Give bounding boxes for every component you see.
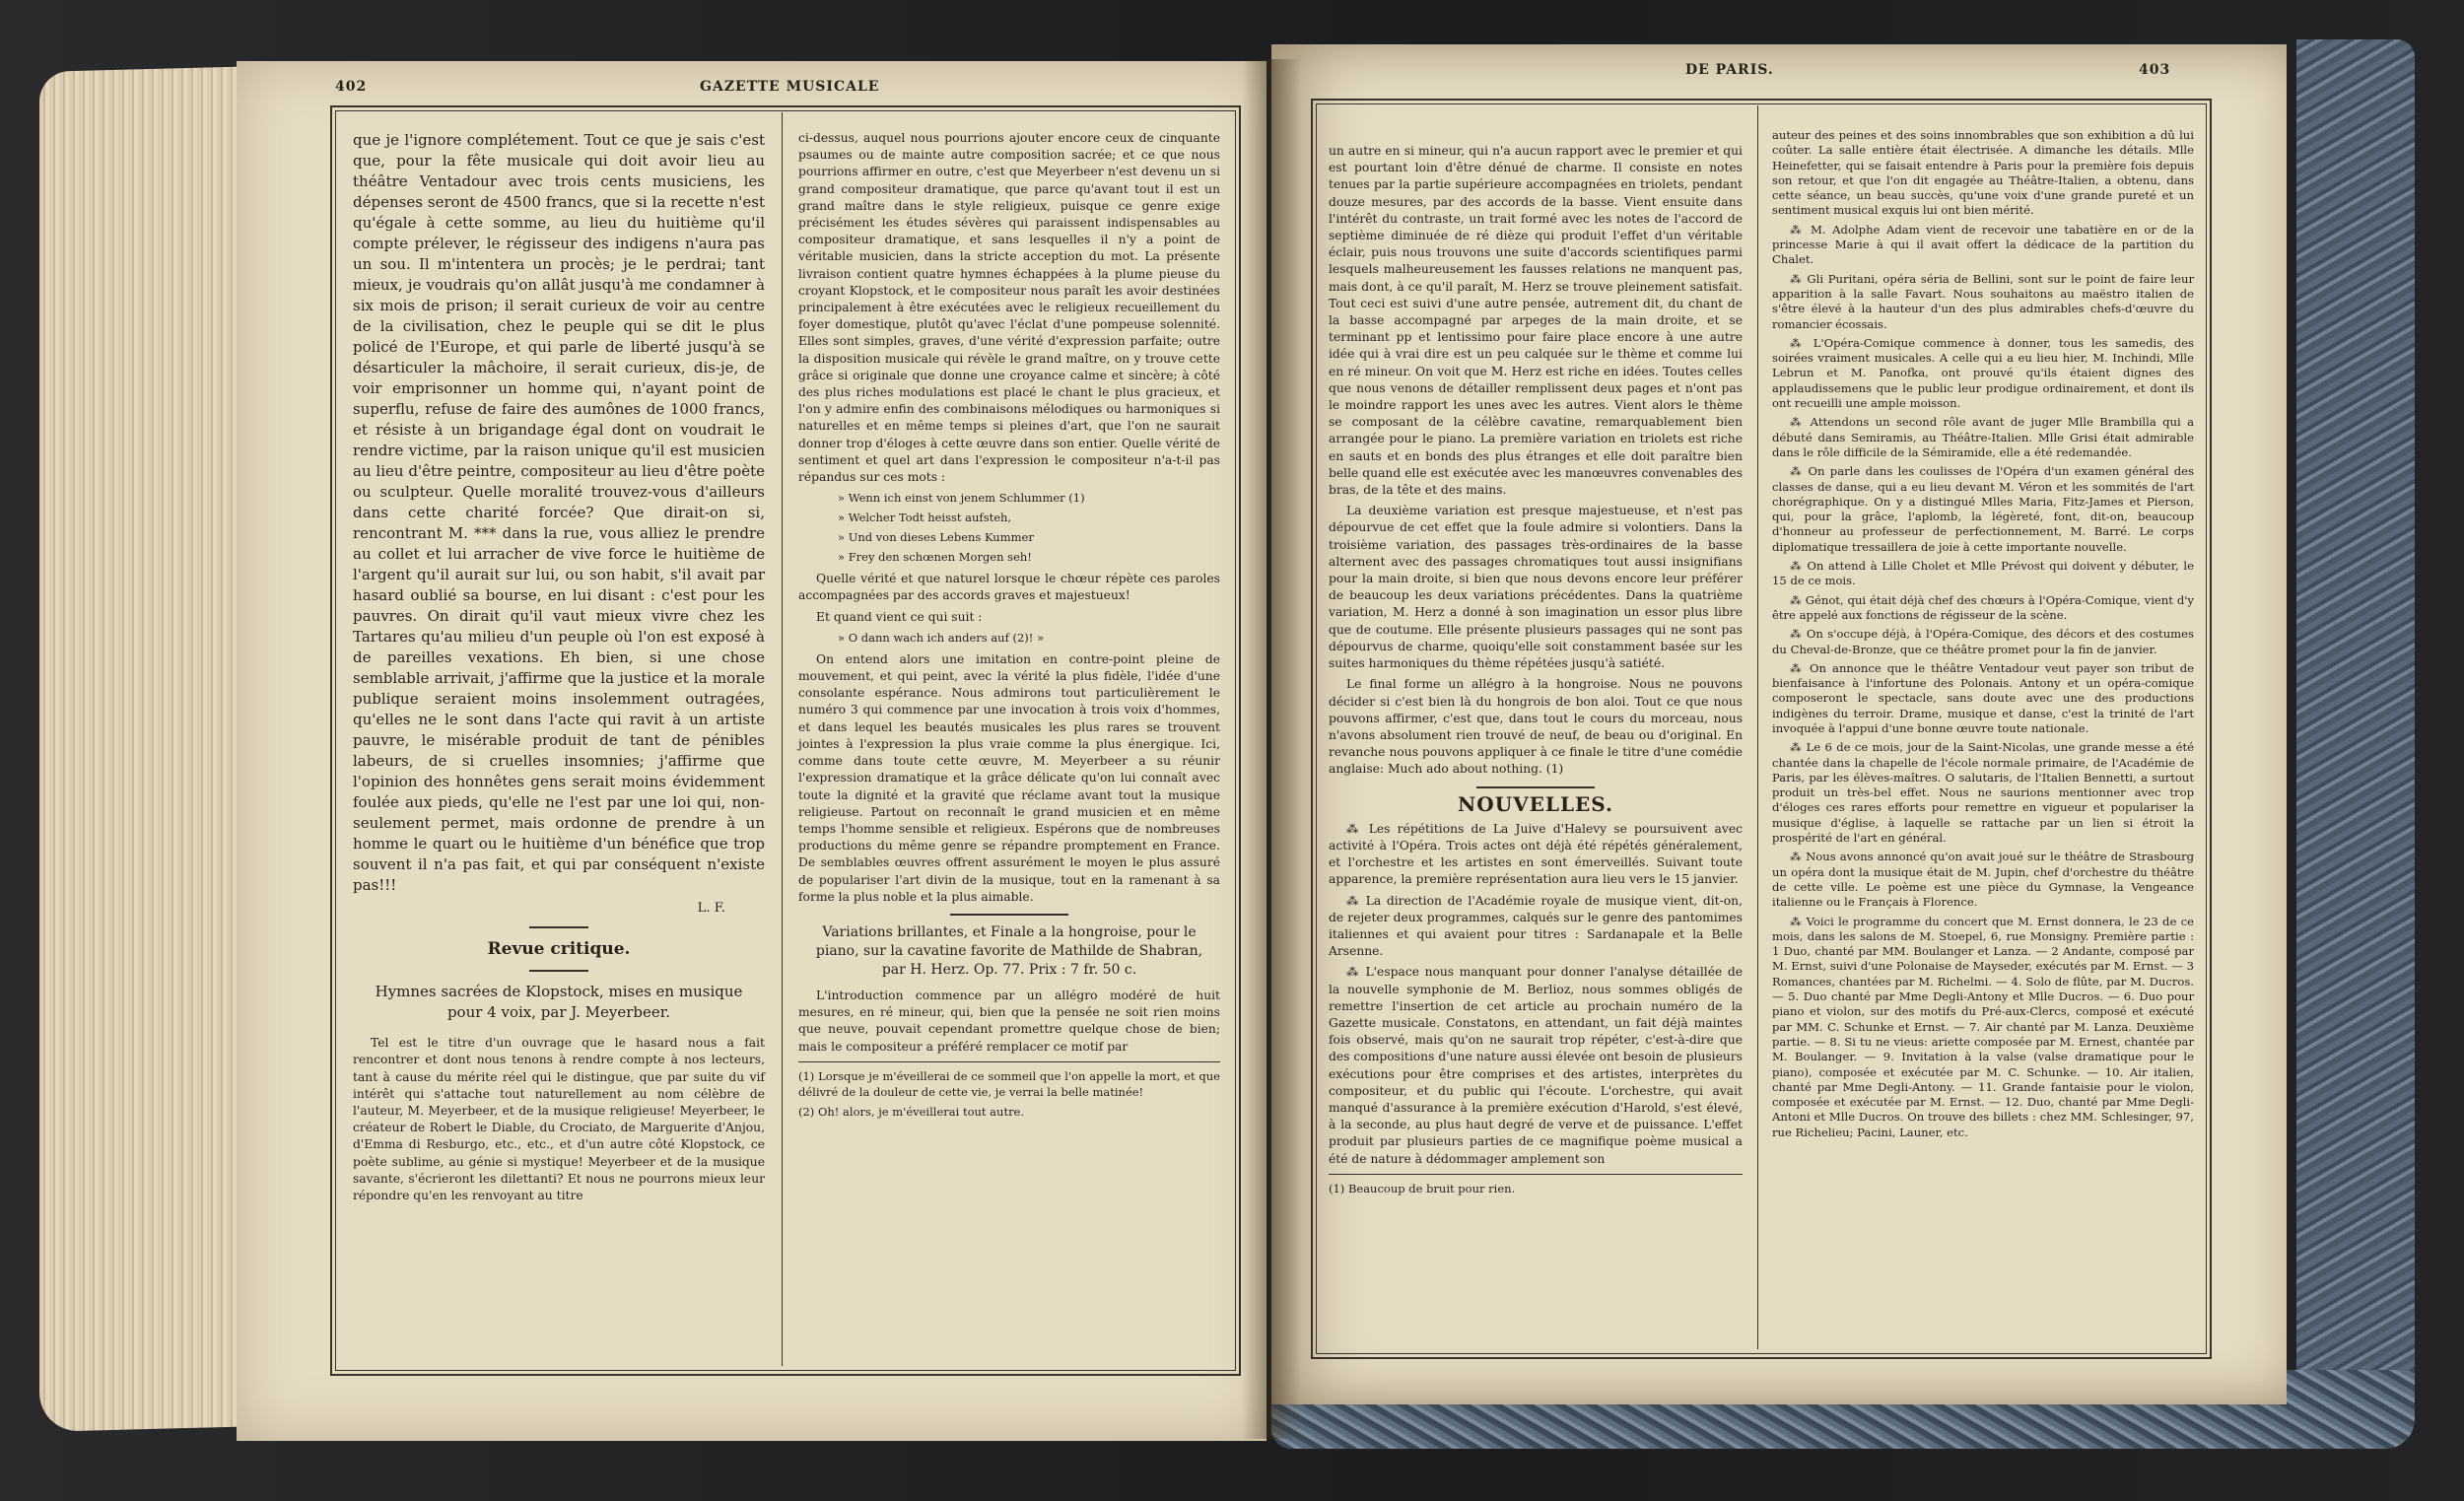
left-page (237, 61, 1266, 1441)
review-text-continued: un autre en si mineur, qui n'a aucun rapport avec le premier et qui est pourtant loin d'être dénué de charme. Il consiste en notes tenues par la partie supérieure accompagnées en triolets, pendant douze mesures, par des accords de la basse. Vient ensuite dans l'intérêt du contraste, un trait formé avec les notes de l'accord de septième diminuée de ré dièze qui produit l'effet d'un véritable éclair, puis nous trouvons une suite d'accords scientifiques parmi lesquels malheureusement les fausses relations ne manquent pas, mais dont, à ce qu'il paraît, M. Herz se trouve pleinement satisfait. Tout ceci est suivi d'une autre pensée, autrement dit, du chant de la basse accompagné par arpeges de la main droite, et se terminant pp et lentissimo pour faire place encore à une autre idée qui à vrai dire est un peu calquée sur le thème et comme lui en ré mineur. On voit que M. Herz est riche en idées. Toutes celles que nous venons de détailler remplissent deux pages et n'ont pas le moindre rapport les unes avec les autres. Vient alors le thème se composant de la célèbre cavatine, remarquablement bien arrangée pour le piano. La première variation en triolets est riche en sauts et en bonds des plus étranges et elle doit paraître bien belle quand elle est exécutée avec les manœuvres convenables des bras, de la tête et des mains. (1329, 144, 1743, 498)
book-gutter (1242, 59, 1301, 1439)
news-item: ⁂ On parle dans les coulisses de l'Opéra d'un examen général des classes de danse, qui a eu lieu devant M. Véron et les sommités de l'art chorégraphique. On y a distingué Mlles Maria, Fitz-James et Pierson, qui, pour la grâce, l'aplomb, la légèreté, font, dit-on, beaucoup d'honneur au professeur de perfectionnement, M. Barré. Le corps diplomatique tressaillera de joie à cette importante nouvelle. (1772, 464, 2194, 554)
left-page-edges (39, 66, 261, 1432)
news-item: ⁂ Voici le programme du concert que M. Ernst donnera, le 23 de ce mois, dans les salons de M. Stoepel, 6, rue Monsigny. Première partie : 1 Duo, chanté par MM. Boulanger et Lanza. — 2 Andante, composé par M. Ernst, suivi d'une Polonaise de Mayseder, exécutés par M. Ernst. — 3 Romances, chantées par M. Richelmi. — 4. Solo de flûte, par M. Ducros. — 5. Duo chanté par Mme Degli-Antony et Mlle Ducros. — 6. Duo pour piano et violon, sur des motifs du Pré-aux-Clercs, composé et exécuté par MM. C. Schunke et Ernst. — 7. Air chanté par M. Lanza. Deuxième partie. — 8. Si tu ne vieus: ariette composée par M. Ernest, chantée par M. Boulanger. — 9. Invitation à la valse (valse dramatique pour le piano), composée et exécutée par M. C. Schunke. — 10. Air italien, chanté par Mme Degli-Antony. — 11. Grande fantaisie pour le violon, composée et exécutée par M. Ernst. — 12. Duo, chanté par Mme Degli-Antoni et Mlle Ducros. On trouve des billets : chez MM. Schlesinger, 97, rue Richelieu; Pacini, Launer, etc. (1772, 914, 2194, 1139)
news-item: ⁂ On annonce que le théâtre Ventadour veut payer son tribut de bienfaisance à l'infortune des Polonais. Antony et un opéra-comique composeront le spectacle, sans doute avec une des productions indigènes du terroir. Drame, musique et danse, c'est la trinité de l'art invoquée à l'appui d'une bonne œuvre toute nationale. (1772, 660, 2194, 735)
column-separator (782, 112, 783, 1366)
footnote: (1) Beaucoup de bruit pour rien. (1329, 1181, 1516, 1195)
news-item: ⁂ Les répétitions de La Juive d'Halevy se poursuivent avec activité à l'Opéra. Trois actes ont déjà été répétés généralement, et l'orchestre et les artistes en sont émerveillés. Suivant toute apparence, la première représentation aura lieu vers le 15 janvier. (1329, 821, 1743, 887)
page-number: 403 (2139, 62, 2171, 78)
news-item: ⁂ La direction de l'Académie royale de musique vient, dit-on, de rejeter deux programmes, calqués sur le genre des pantomimes italiennes et qui avaient pour titres : Sardanapale et la Belle Arsenne. (1329, 893, 1743, 959)
review-title: Hymnes sacrées de Klopstock, mises en musique pour 4 voix, par J. Meyerbeer. (375, 983, 743, 1022)
divider (950, 914, 1068, 916)
review-text-continued: ci-dessus, auquel nous pourrions ajouter encore ceux de cinquante psaumes ou de mainte autre composition sacrée; et ce que nous pourrions affirmer en outre, c'est que Meyerbeer n'est devenu un si grand compositeur dramatique, que parce qu'avant tout il est un grand maître dans le style religieux, puisque ce genre exige précisément les études sévères qui paraissent indispensables au compositeur dramatique, et sans lesquelles il n'y a point de véritable musicien, dans la stricte acception du mot. La présente livraison contient quatre hymnes échappées à la plume pieuse du croyant Klopstock, et le compositeur nous paraît les avoir destinées principalement à être exécutées avec le religieux recueillement du foyer domestique, plutôt qu'avec l'éclat d'une pompeuse solennité. Elles sont simples, graves, d'une vérité d'expression parfaite; outre la disposition musicale qui révèle le grand maître, on y trouve cette grâce si originale que donne une croyance calme et sincère; à côté des plus riches modulations est placé le chant le plus gracieux, et l'on y admire enfin des combinaisons mélodiques ou harmoniques si naturelles et en même temps si pleines d'art, que l'on ne saurait donner trop d'éloges à cette œuvre dans son entier. Quelle vérité de sentiment et quel art dans l'expression le compositeur n'a-t-il pas répandus sur ces mots : (798, 131, 1220, 485)
divider (1476, 786, 1595, 788)
running-title: DE PARIS. (1685, 62, 1774, 78)
review-text: Tel est le titre d'un ouvrage que le hasard nous a fait rencontrer et dont nous tenons à rendre compte à nos lecteurs, tant à cause du mérite réel qui le distingue, que par suite du vif intérêt qui s'attache tout naturellement au nom célèbre de l'auteur, M. Meyerbeer, et de la musique religieuse! Meyerbeer, le créateur de Robert le Diable, du Crociato, de Marguerite d'Anjou, d'Emma di Resburgo, etc., etc., et d'un autre côté Klopstock, ce poète sublime, au génie si mystique! Meyerbeer et de la musique savante, s'écrieront les dilettanti? Et nous ne pourrons mieux leur répondre qu'en les renvoyant au titre (353, 1036, 765, 1203)
review-text: Quelle vérité et que naturel lorsque le chœur répète ces paroles accompagnées par des accords graves et majestueux! (798, 572, 1220, 603)
variations-title: Variations brillantes, et Finale a la hongroise, pour le piano, sur la cavatine favorite de Mathilde de Shabran, par H. Herz. Op. 77. Prix : 7 fr. 50 c. (815, 923, 1203, 978)
page-number: 402 (335, 79, 368, 95)
review-text: L'introduction commence par un allégro modéré de huit mesures, en ré mineur, qui, bien que la pensée ne soit rien moins que neuve, pouvait cependant promettre quelque chose de bien; mais le compositeur a préféré remplacer ce motif par (798, 988, 1220, 1054)
news-item: ⁂ On attend à Lille Cholet et Mlle Prévost qui doivent y débuter, le 15 de ce mois. (1772, 559, 2194, 588)
news-item: ⁂ Attendons un second rôle avant de juger Mlle Brambilla qui a débuté dans Semiramis, au Théâtre-Italien. Mlle Grisi était admirable dans le rôle difficile de la Sémiramide, elle a été redemandée. (1772, 415, 2194, 459)
review-text: La deuxième variation est presque majestueuse, et n'est pas dépourvue de cet effet que la foule admire si volontiers. Dans la troisième variation, des passages très-ordinaires de la basse alternent avec des passages chromatiques tout aussi insignifians pour la main droite, si bien que nous devons encore leur préférer de beaucoup les deux variations précédentes. Dans la quatrième variation, M. Herz a donné à son imagination un essor plus libre que de coutume. Elle présente plusieurs passages qui ne sont pas dépourvus de charme, quoiqu'elle soit constamment basée sur les suites harmoniques du thème répétées jusqu'à satiété. (1329, 504, 1743, 671)
left-column-1 (353, 130, 765, 1208)
german-quote-line: » O dann wach ich anders auf (2)! » (838, 630, 1045, 645)
german-quote-line: » Wenn ich einst von jenem Schlummer (1) (838, 491, 1085, 506)
news-item: ⁂ L'Opéra-Comique commence à donner, tous les samedis, des soirées vraiment musicales. A celle qui a eu lieu hier, M. Inchindi, Mlle Lebrun et M. Panofka, ont prouvé qu'ils étaient dignes des applaudissemens que le public leur prodigue ordinairement, et dont ils ont recueilli une ample moisson. (1772, 335, 2194, 411)
marbled-cover-right (2296, 39, 2415, 1390)
right-page (1271, 44, 2287, 1404)
footnote: (1) Lorsque je m'éveillerai de ce sommeil que l'on appelle la mort, et que délivré de la douleur de cette vie, je verrai la belle matinée! (798, 1068, 1220, 1099)
divider (529, 926, 588, 928)
german-quote-line: » Und von dieses Lebens Kummer (838, 530, 1034, 545)
right-column-2 (1772, 128, 2194, 1144)
section-heading: NOUVELLES. (1458, 791, 1613, 816)
article-text: que je l'ignore complétement. Tout ce que je sais c'est que, pour la fête musicale qui doit avoir lieu au théâtre Ventadour avec trois cents musiciens, les dépenses seront de 4500 francs, que si la recette n'est qu'égale à cette somme, au lieu du huitième qu'il compte prélever, le régisseur des indigens n'aura pas un sou. Il m'intentera un procès; je le perdrai; tant mieux, je voudrais qu'on allât jusqu'à me condamner à six mois de prison; il serait curieux de voir au centre de la civilisation, chez le peuple qui se dit le plus policé de l'Europe, et qui parle de liberté jusqu'à se désarticuler la mâchoire, il serait curieux, dis-je, de voir emprisonner un homme qui, n'ayant point de superflu, refuse de faire des aumônes de 1000 francs, et résiste à un brigandage égal dont on voudrait le rendre victime, par la raison unique qu'il est musicien au lieu d'être peintre, compositeur au lieu d'être poète ou sculpteur. Quelle moralité trouvez-vous d'ailleurs dans cette charité forcée? Que dirait-on si, rencontrant M. *** dans la rue, vous alliez le prendre au collet et lui arracher de vive force le huitième de l'argent qu'il aurait sur lui, ou son habit, s'il avait par hasard oublié sa bourse, en lui disant : c'est pour les pauvres. On dirait qu'il vaut mieux vivre chez les Tartares qu'au milieu d'un peuple où l'on est exposé à de pareilles vexations. Eh bien, si une chose semblable arrivait, j'affirme que la justice et la morale publique seraient moins insolemment outragées, qu'elles ne le sont dans l'acte qui ravit à un artiste pauvre, le misérable produit de tant de pénibles labeurs, de si cruelles insomnies; j'affirme que l'opinion des honnêtes gens serait moins évidemment foulée aux pieds, qu'elle ne l'est par une loi qui, non-seulement permet, mais ordonne de prendre à un homme le quart ou le huitième d'un bénéfice que trop souvent il n'a pas fait, et qui par conséquent n'existe pas!!! (353, 131, 765, 894)
news-item: ⁂ On s'occupe déjà, à l'Opéra-Comique, des décors et des costumes du Cheval-de-Bronze, que ce théâtre promet pour la fin de janvier. (1772, 627, 2194, 656)
review-text: Le final forme un allégro à la hongroise. Nous ne pouvons décider si c'est bien là du hongrois de bon aloi. Tout ce que nous pouvons affirmer, c'est que, dans tout le cours du morceau, nous n'avons absolument rien trouvé de neuf, de beau ou d'original. En revanche nous pouvons appliquer à ce finale le titre d'une comédie anglaise: Much ado about nothing. (1) (1329, 677, 1743, 777)
german-quote-line: » Frey den schœnen Morgen seh! (838, 550, 1032, 565)
footnote-rule (798, 1061, 1220, 1062)
review-text: Et quand vient ce qui suit : (816, 609, 983, 624)
section-heading: Revue critique. (487, 938, 631, 959)
news-item: ⁂ Génot, qui était déjà chef des chœurs à l'Opéra-Comique, vient d'y être appelé aux fonctions de régisseur de la scène. (1772, 592, 2194, 622)
divider (529, 970, 588, 972)
news-item: auteur des peines et des soins innombrables que son exhibition a dû lui coûter. La salle entière était électrisée. A dimanche les détails. Mlle Heinefetter, qui se faisait entendre à Paris pour la première fois depuis son retour, et que l'on dit engagée au Théâtre-Italien, a obtenu, dans cette séance, un beau succès, qu'une voix d'une grande pureté et un sentiment musical exquis lui ont bien mérité. (1772, 128, 2194, 218)
news-item: ⁂ L'espace nous manquant pour donner l'analyse détaillée de la nouvelle symphonie de M. Berlioz, nous sommes obligés de remettre l'insertion de cet article au prochain numéro de la Gazette musicale. Constatons, en attendant, un fait déjà maintes fois observé, mais qu'on ne saurait trop répéter, c'est-à-dire que des compositions d'une nature aussi élevée ont besoin de plusieurs exécutions pour être comprises et des artistes, interprètes du compositeur, et du public qui l'écoute. L'orchestre, qui avait manqué d'assurance à la première exécution d'Harold, s'est élevé, à la seconde, au plus haut degré de verve et de puissance. L'effet produit par plusieurs parties de ce magnifique poème musical a été de nature à dédommager amplement son (1329, 965, 1743, 1166)
footnote-rule (1329, 1174, 1743, 1175)
news-item: ⁂ Gli Puritani, opéra séria de Bellini, sont sur le point de faire leur apparition à la salle Favart. Nous souhaitons au maëstro italien de s'être élevé à la hauteur d'un des plus admirables chefs-d'œuvre du romancier écossais. (1772, 271, 2194, 331)
news-item: ⁂ Le 6 de ce mois, jour de la Saint-Nicolas, une grande messe a été chantée dans la chapelle de l'école normale primaire, de l'Académie de Paris, par les élèves-maîtres. O salutaris, de l'Italien Bennetti, a surtout produit un très-bel effet. Nous ne saurions mentionner avec trop d'éloges ces rares efforts pour remettre en vigueur et populariser la musique d'église, à laquelle se rattache par un lien si étroit la prospérité de l'art en général. (1772, 740, 2194, 846)
news-item: ⁂ M. Adolphe Adam vient de recevoir une tabatière en or de la princesse Marie à qui il avait offert la dédicace de la partition du Chalet. (1772, 222, 2194, 267)
news-item: ⁂ Nous avons annoncé qu'on avait joué sur le théâtre de Strasbourg un opéra dont la musique était de M. Jupin, chef d'orchestre du théâtre de cette ville. Le poème est une pièce du Gymnase, la Vengeance italienne ou le Français à Florence. (1772, 850, 2194, 910)
right-column-1 (1329, 143, 1743, 1200)
left-column-2 (798, 130, 1220, 1124)
german-quote-line: » Welcher Todt heisst aufsteh, (838, 511, 1012, 525)
column-separator (1757, 105, 1758, 1349)
signature: L. F. (697, 901, 725, 916)
running-title: GAZETTE MUSICALE (700, 79, 880, 95)
review-text: On entend alors une imitation en contre-point pleine de mouvement, et qui peint, avec la vérité la plus fidèle, l'idée d'une consolante espérance. Nous admirons tout particulièrement le numéro 3 qui commence par une invocation à trois voix d'hommes, et dans lequel les beautés musicales les plus rares se trouvent jointes à l'expression la plus vraie comme la plus énergique. Ici, comme dans toute cette œuvre, M. Meyerbeer a su réunir l'expression dramatique et la grâce délicate qu'on lui connaît avec toute la dignité et la gravité que réclame avant tout la musique religieuse. Partout on reconnaît le grand musicien et en même temps l'homme sensible et religieux. Espérons que de nombreuses productions du même genre se répandre promptement en France. De semblables œuvres offrent assurément le moyen le plus assuré de populariser l'art divin de la musique, tout en la ramenant à sa forme la plus noble et la plus aimable. (798, 651, 1220, 904)
footnote: (2) Oh! alors, je m'éveillerai tout autre. (798, 1104, 1025, 1119)
